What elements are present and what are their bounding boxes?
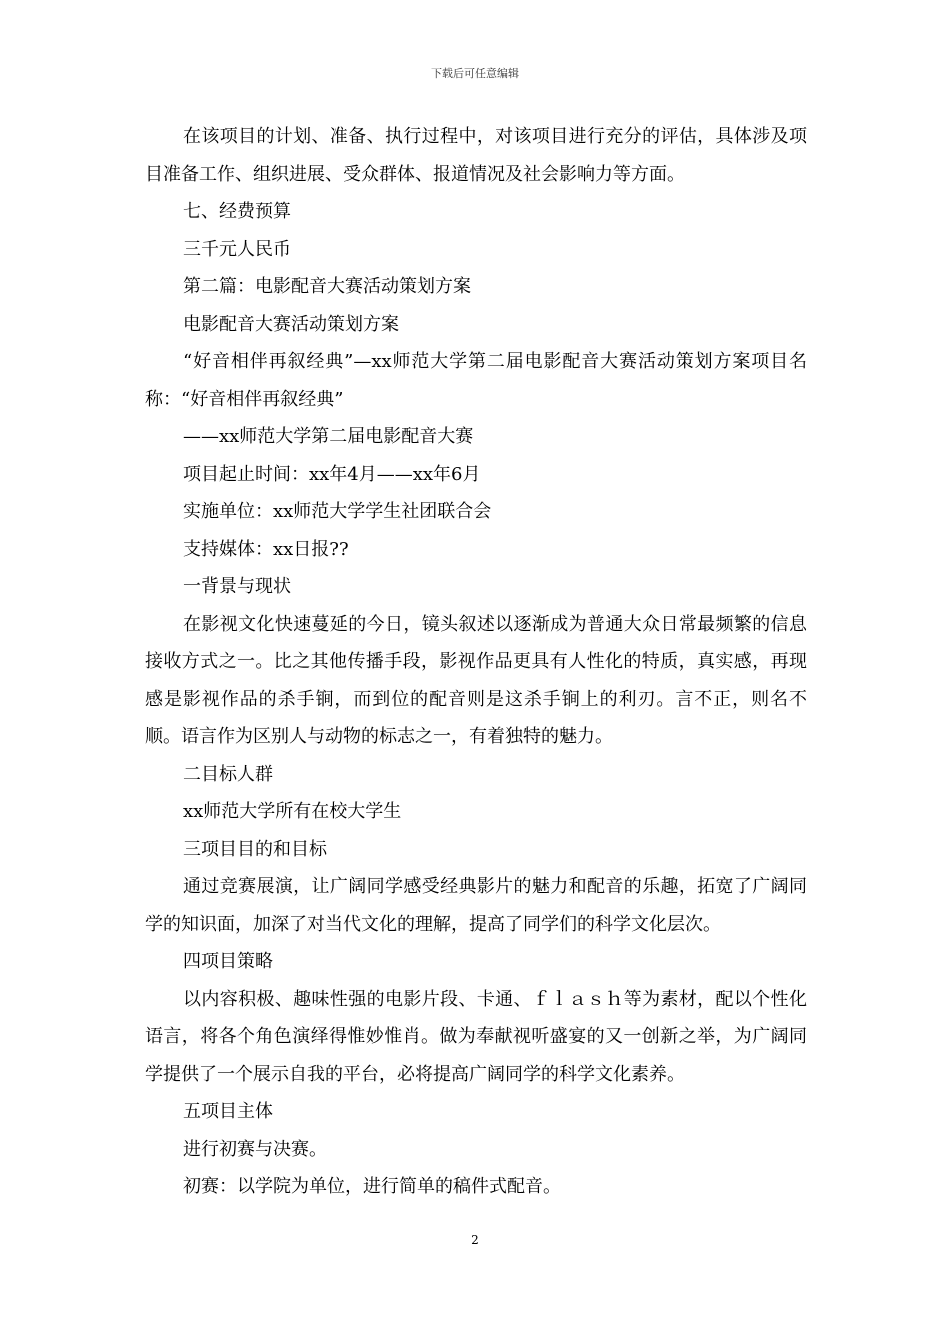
heading-main-body: 五项目主体 bbox=[183, 1101, 273, 1122]
paragraph-organizer: 实施单位：xx师范大学学生社团联合会 bbox=[183, 501, 492, 522]
paragraph-budget-amount: 三千元人民币 bbox=[183, 238, 291, 260]
paragraph-target-audience: xx师范大学所有在校大学生 bbox=[183, 801, 402, 822]
heading-goals: 三项目目的和目标 bbox=[183, 838, 327, 860]
paragraph-project-subtitle: ——xx师范大学第二届电影配音大赛 bbox=[183, 426, 474, 447]
paragraph-rounds: 进行初赛与决赛。 bbox=[183, 1138, 327, 1160]
paragraph-strategy: 以内容积极、趣味性强的电影片段、卡通、ｆｌａｓｈ等为素材，配以个性化语言，将各个角色演绎得惟妙惟肖。做为奉献视听盛宴的又一创新之举，为广阔同学提供了一个展示自我的平台，必将提高广阔同学的科学文化素养。 bbox=[145, 988, 807, 1085]
page-number: 2 bbox=[471, 1233, 479, 1247]
paragraph-evaluation: 在该项目的计划、准备、执行过程中，对该项目进行充分的评估，具体涉及项目准备工作、组织进展、受众群体、报道情况及社会影响力等方面。 bbox=[145, 126, 807, 185]
heading-target-audience: 二目标人群 bbox=[183, 763, 273, 785]
document-body bbox=[145, 118, 807, 1206]
heading-plan-title: 电影配音大赛活动策划方案 bbox=[183, 313, 399, 335]
paragraph-project-period: 项目起止时间：xx年4月——xx年6月 bbox=[183, 463, 481, 485]
paragraph-goals: 通过竞赛展演，让广阔同学感受经典影片的魅力和配音的乐趣，拓宽了广阔同学的知识面，加深了对当代文化的理解，提高了同学们的科学文化层次。 bbox=[145, 876, 807, 935]
paragraph-background: 在影视文化快速蔓延的今日，镜头叙述以逐渐成为普通大众日常最频繁的信息接收方式之一。比之其他传播手段，影视作品更具有人性化的特质，真实感，再现感是影视作品的杀手锏，而到位的配音则是这杀手锏上的利刃。言不正，则名不顺。语言作为区别人与动物的标志之一，有着独特的魅力。 bbox=[145, 613, 807, 747]
heading-budget: 七、经费预算 bbox=[183, 201, 291, 222]
heading-chapter-two: 第二篇：电影配音大赛活动策划方案 bbox=[183, 276, 471, 297]
paragraph-preliminary: 初赛：以学院为单位，进行简单的稿件式配音。 bbox=[183, 1176, 561, 1197]
heading-background: 一背景与现状 bbox=[183, 576, 291, 597]
paragraph-project-name: “好音相伴再叙经典”—xx师范大学第二届电影配音大赛活动策划方案项目名称：“好音相伴再叙经典” bbox=[145, 351, 807, 410]
paragraph-media: 支持媒体：xx日报?? bbox=[183, 538, 349, 560]
page-header-note: 下载后可任意编辑 bbox=[431, 67, 519, 80]
heading-strategy: 四项目策略 bbox=[183, 951, 273, 972]
